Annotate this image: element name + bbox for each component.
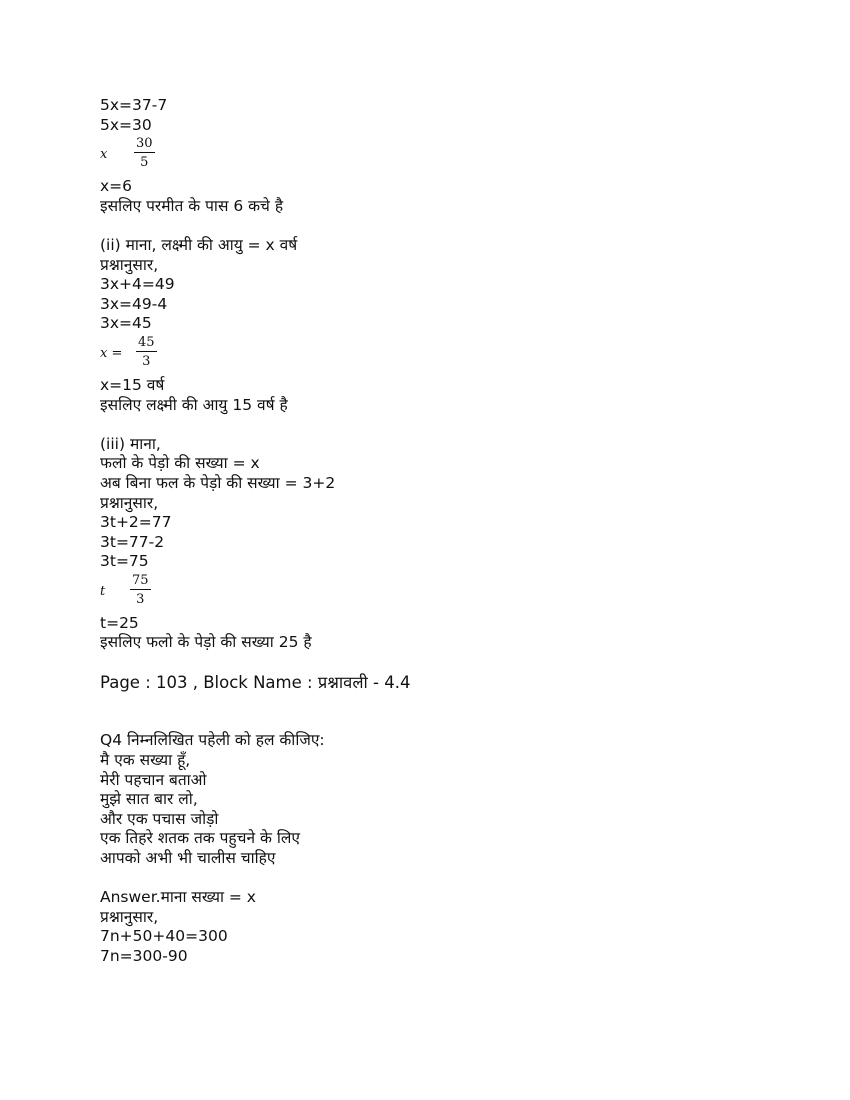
riddle-line: मै एक सख्या हूँ, bbox=[100, 751, 191, 770]
answer-line: प्रश्नानुसार, bbox=[100, 907, 159, 926]
conclusion-line: इसलिए लक्ष्मी की आयु 15 वर्ष है bbox=[100, 395, 288, 414]
riddle-line: और एक पचास जोड़ो bbox=[100, 809, 219, 828]
fraction-variable: x = bbox=[100, 345, 123, 361]
fraction-variable: t bbox=[100, 583, 106, 599]
problem-line: अब बिना फल के पेड़ो की सख्या = 3+2 bbox=[100, 473, 336, 492]
equation-line: 3t=75 bbox=[100, 552, 149, 571]
fraction-numerator: 30 bbox=[136, 136, 153, 152]
fraction-numerator: 75 bbox=[132, 572, 149, 588]
equation-line: 3t=77-2 bbox=[100, 532, 165, 551]
equation-line: 3x=49-4 bbox=[100, 294, 168, 313]
riddle-line: एक तिहरे शतक तक पहुचने के लिए bbox=[100, 829, 300, 848]
equation-line: 5x=37-7 bbox=[100, 96, 168, 114]
equation-line: 3x=45 bbox=[100, 314, 152, 333]
fraction-denominator: 5 bbox=[140, 155, 149, 171]
problem-line: प्रश्नानुसार, bbox=[100, 255, 159, 274]
fraction-equation bbox=[100, 334, 780, 376]
fraction-denominator: 3 bbox=[142, 353, 151, 369]
problem-line: फलो के पेड़ो की सख्या = x bbox=[100, 454, 260, 473]
equation-line: 5x=30 bbox=[100, 115, 152, 134]
fraction-equation bbox=[100, 135, 780, 177]
fraction-denominator: 3 bbox=[136, 591, 145, 607]
conclusion-line: इसलिए परमीत के पास 6 कचे है bbox=[100, 196, 284, 215]
fraction bbox=[130, 572, 151, 609]
riddle-line: मेरी पहचान बताओ bbox=[100, 770, 207, 789]
answer-line: Answer.माना सख्या = x bbox=[100, 888, 256, 907]
equation-line: 7n+50+40=300 bbox=[100, 927, 228, 946]
block-heading: Page : 103 , Block Name : प्रश्नावली - 4.4 bbox=[100, 672, 411, 692]
fraction bbox=[136, 334, 157, 371]
problem-line: (iii) माना, bbox=[100, 434, 161, 453]
fraction-variable: x bbox=[100, 147, 108, 163]
problem-line: प्रश्नानुसार, bbox=[100, 493, 159, 512]
equation-line: 3t+2=77 bbox=[100, 513, 172, 532]
equation-line: 3x+4=49 bbox=[100, 275, 175, 294]
equation-line: t=25 bbox=[100, 613, 139, 632]
fraction-equation bbox=[100, 572, 780, 614]
riddle-line: मुझे सात बार लो, bbox=[100, 790, 198, 809]
fraction bbox=[134, 135, 155, 172]
question-title: Q4 निम्नलिखित पहेली को हल कीजिए: bbox=[100, 731, 325, 750]
problem-line: (ii) माना, लक्ष्मी की आयु = x वर्ष bbox=[100, 235, 298, 254]
document-page bbox=[100, 96, 780, 967]
fraction-numerator: 45 bbox=[138, 334, 155, 350]
equation-line: 7n=300-90 bbox=[100, 946, 188, 965]
equation-line: x=15 वर्ष bbox=[100, 375, 165, 394]
conclusion-line: इसलिए फलो के पेड़ो की सख्या 25 है bbox=[100, 633, 312, 652]
equation-line: x=6 bbox=[100, 177, 133, 196]
riddle-line: आपको अभी भी चालीस चाहिए bbox=[100, 849, 276, 867]
